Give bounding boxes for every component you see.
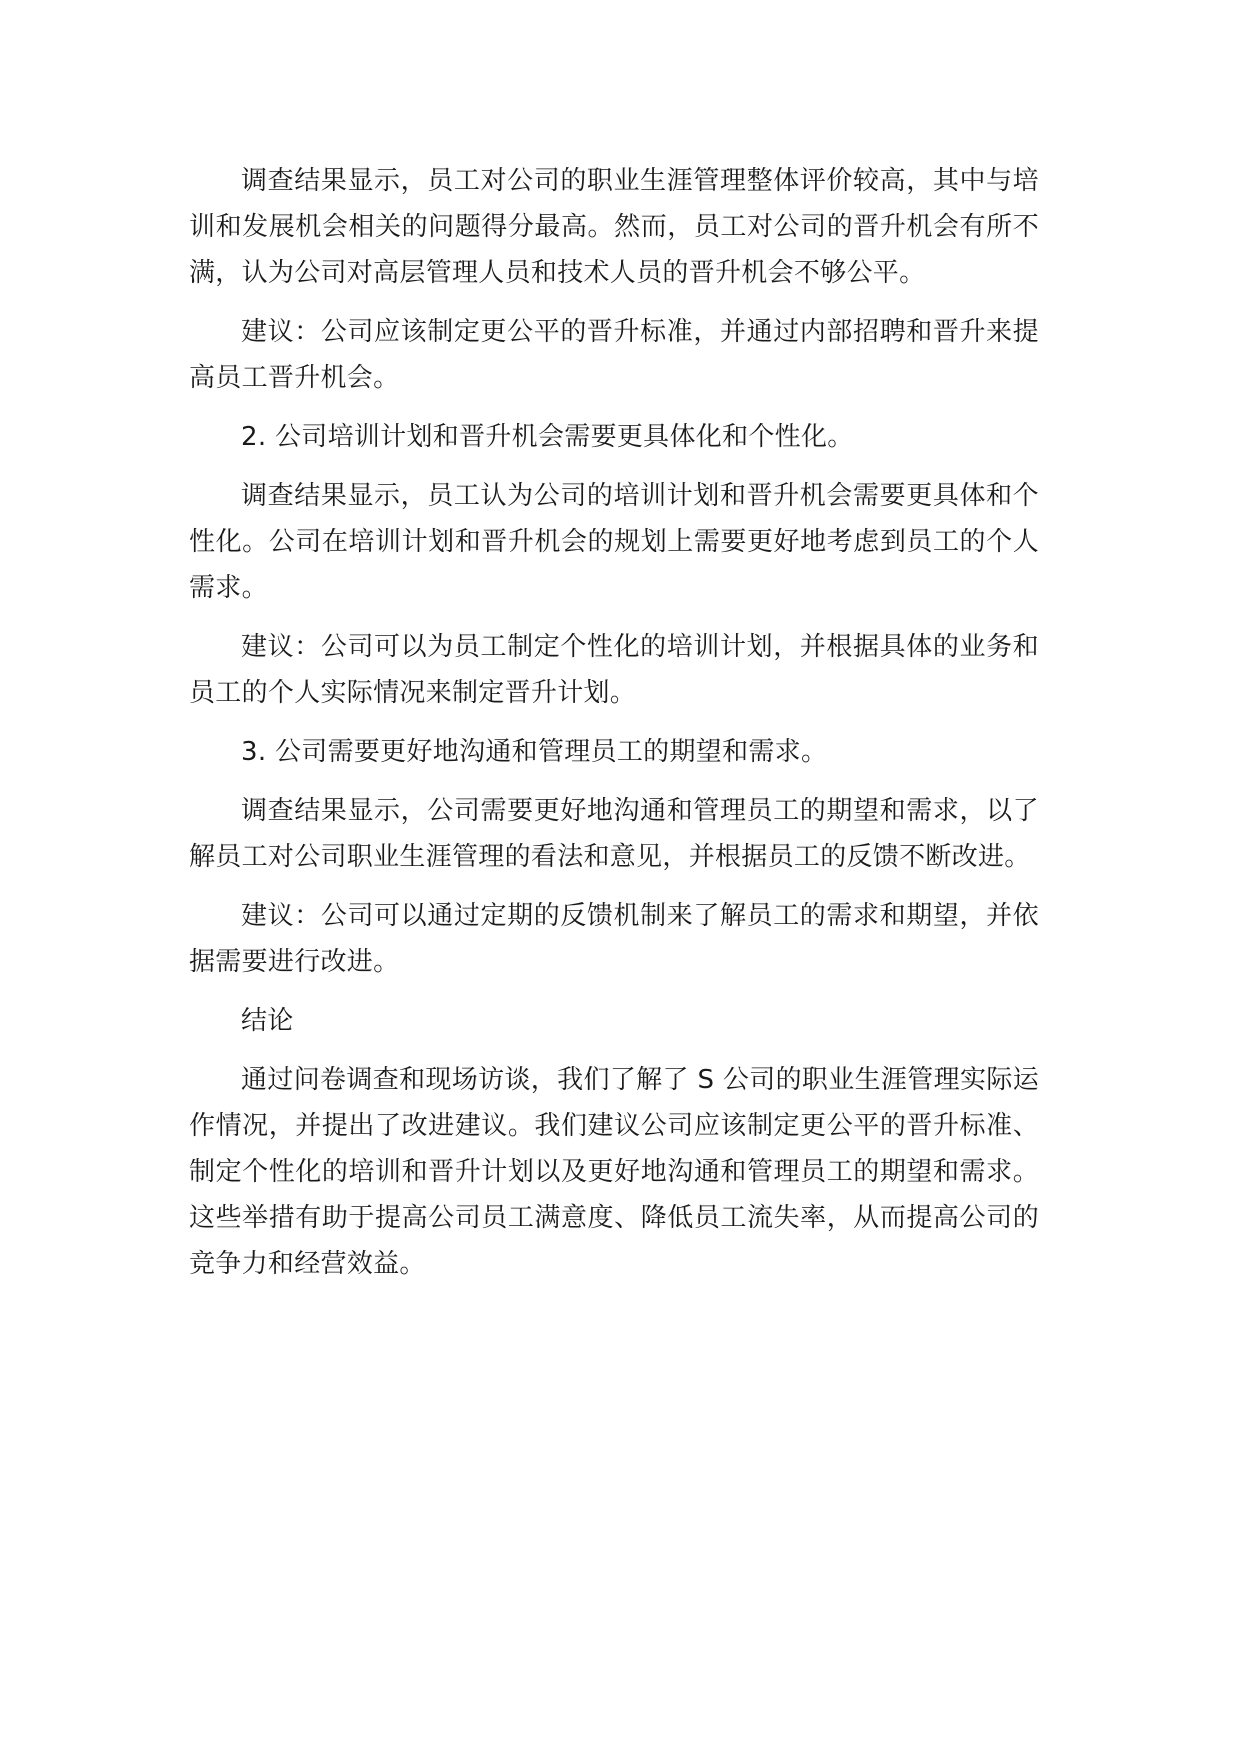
suggestion-paragraph-3: 建议：公司可以通过定期的反馈机制来了解员工的需求和期望，并依据需要进行改进。	[189, 901, 1039, 977]
section-heading-2: 2. 公司培训计划和晋升机会需要更具体化和个性化。	[241, 422, 854, 452]
survey-result-paragraph-1: 调查结果显示，员工对公司的职业生涯管理整体评价较高，其中与培训和发展机会相关的问题得分最高。然而，员工对公司的晋升机会有所不满，认为公司对高层管理人员和技术人员的晋升机会不够公平。	[189, 166, 1039, 288]
suggestion-paragraph-2: 建议：公司可以为员工制定个性化的培训计划，并根据具体的业务和员工的个人实际情况来制定晋升计划。	[189, 632, 1039, 708]
conclusion-heading: 结论	[241, 1006, 294, 1036]
document-page	[189, 158, 1039, 1300]
survey-result-paragraph-3: 调查结果显示，公司需要更好地沟通和管理员工的期望和需求，以了解员工对公司职业生涯管理的看法和意见，并根据员工的反馈不断改进。	[189, 796, 1039, 872]
survey-result-paragraph-2: 调查结果显示，员工认为公司的培训计划和晋升机会需要更具体和个性化。公司在培训计划和晋升机会的规划上需要更好地考虑到员工的个人需求。	[189, 481, 1039, 603]
section-heading-3: 3. 公司需要更好地沟通和管理员工的期望和需求。	[241, 737, 828, 767]
suggestion-paragraph-1: 建议：公司应该制定更公平的晋升标准，并通过内部招聘和晋升来提高员工晋升机会。	[189, 317, 1039, 393]
conclusion-paragraph: 通过问卷调查和现场访谈，我们了解了 S 公司的职业生涯管理实际运作情况，并提出了改进建议。我们建议公司应该制定更公平的晋升标准、制定个性化的培训和晋升计划以及更好地沟通和管理员工的期望和需求。这些举措有助于提高公司员工满意度、降低员工流失率，从而提高公司的竞争力和经营效益。	[189, 1065, 1039, 1279]
